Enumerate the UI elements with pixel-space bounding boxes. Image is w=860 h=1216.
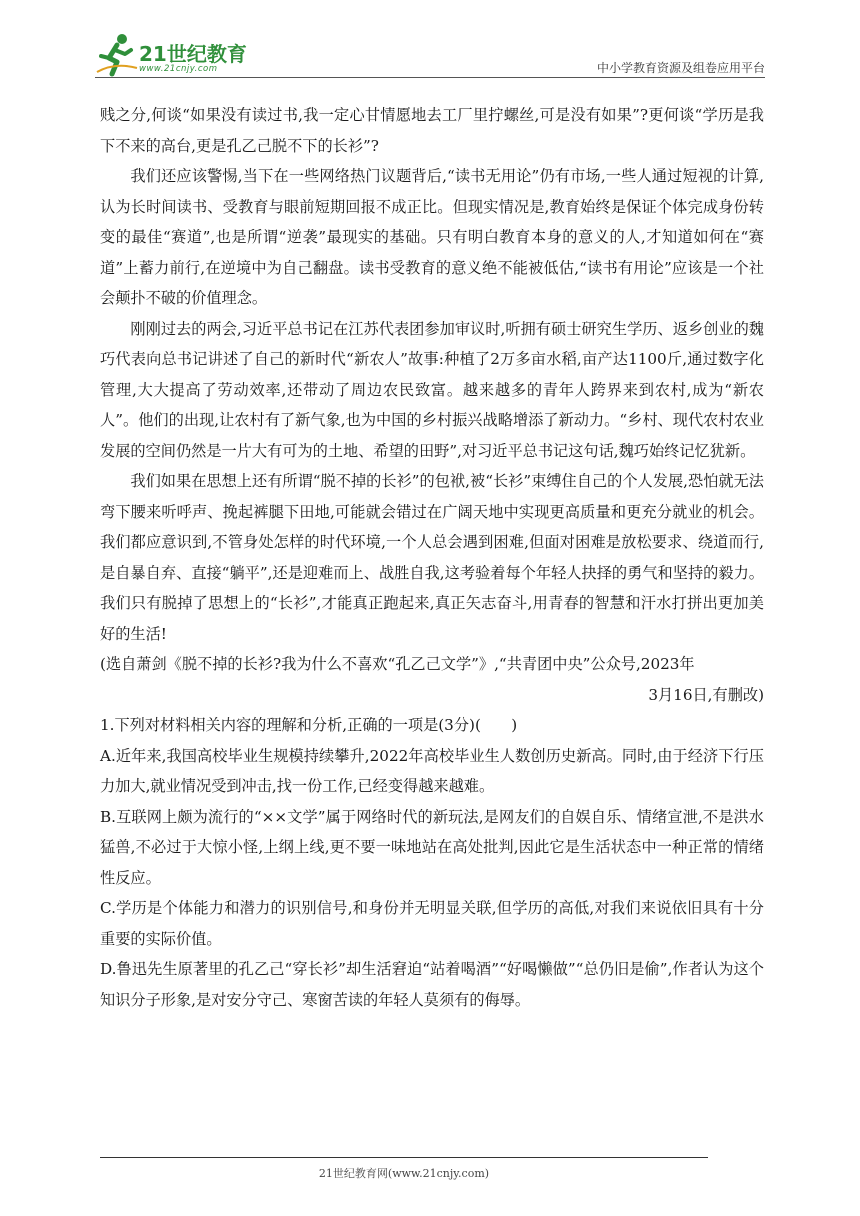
option-b: B.互联网上颇为流行的“××文学”属于网络时代的新玩法,是网友们的自娱自乐、情绪宣泄,不是洪水猛兽,不必过于大惊小怪,上纲上线,更不要一味地站在高处批判,因此它是生活状态中一种正常的情绪性反应。 xyxy=(100,807,764,887)
logo xyxy=(95,32,265,78)
option-d: D.鲁迅先生原著里的孔乙己“穿长衫”却生活窘迫“站着喝酒”“好喝懒做”“总仍旧是偷”,作者认为这个知识分子形象,是对安分守己、寒窗苦读的年轻人莫须有的侮辱。 xyxy=(100,960,764,1009)
paragraph: 我们如果在思想上还有所谓“脱不掉的长衫”的包袱,被“长衫”束缚住自己的个人发展,恐怕就无法弯下腰来听呼声、挽起裤腿下田地,可能就会错过在广阔天地中实现更高质量和更充分就业的机会。我们都应意识到,不管身处怎样的时代环境,一个人总会遇到困难,但面对困难是放松要求、绕道而行,是自暴自弃、直接“躺平”,还是迎难而上、战胜自我,这考验着每个年轻人抉择的勇气和坚持的毅力。我们只有脱掉了思想上的“长衫”,才能真正跑起来,真正矢志奋斗,用青春的智慧和汗水打拼出更加美好的生活! xyxy=(100,472,764,643)
header-divider xyxy=(95,77,765,78)
source-citation-date: 3月16日,有删改) xyxy=(648,685,764,704)
logo-text: 21世纪教育 xyxy=(139,42,247,66)
paragraph: 我们还应该警惕,当下在一些网络热门议题背后,“读书无用论”仍有市场,一些人通过短视的计算,认为长时间读书、受教育与眼前短期回报不成正比。但现实情况是,教育始终是保证个体完成身份转变的最佳“赛道”,也是所谓“逆袭”最现实的基础。只有明白教育本身的意义的人,才知道如何在“赛道”上蓄力前行,在逆境中为自己翻盘。读书受教育的意义绝不能被低估,“读书有用论”应该是一个社会颠扑不破的价值理念。 xyxy=(100,167,764,307)
page-header xyxy=(95,28,765,80)
question-stem: 1.下列对材料相关内容的理解和分析,正确的一项是(3分)( ) xyxy=(100,716,518,734)
logo-url: www.21cnjy.com xyxy=(139,64,218,74)
document-body xyxy=(100,100,764,1015)
runner-logo-icon xyxy=(95,32,139,78)
platform-name: 中小学教育资源及组卷应用平台 xyxy=(596,61,765,75)
paragraph: 贱之分,何谈“如果没有读过书,我一定心甘情愿地去工厂里拧螺丝,可是没有如果”?更何谈“学历是我下不来的高台,更是孔乙己脱不下的长衫”? xyxy=(100,106,764,155)
footer-text: 21世纪教育网(www.21cnjy.com) xyxy=(318,1167,490,1180)
footer-divider xyxy=(100,1157,708,1158)
paragraph: 刚刚过去的两会,习近平总书记在江苏代表团参加审议时,听拥有硕士研究生学历、返乡创业的魏巧代表向总书记讲述了自己的新时代“新农人”故事:种植了2万多亩水稻,亩产达1100斤,通过数字化管理,大大提高了劳动效率,还带动了周边农民致富。越来越多的青年人跨界来到农村,成为“新农人”。他们的出现,让农村有了新气象,也为中国的乡村振兴战略增添了新动力。“乡村、现代农村农业发展的空间仍然是一片大有可为的土地、希望的田野”,对习近平总书记这句话,魏巧始终记忆犹新。 xyxy=(100,319,764,460)
option-c: C.学历是个体能力和潜力的识别信号,和身份并无明显关联,但学历的高低,对我们来说依旧具有十分重要的实际价值。 xyxy=(100,899,764,948)
option-a: A.近年来,我国高校毕业生规模持续攀升,2022年高校毕业生人数创历史新高。同时,由于经济下行压力加大,就业情况受到冲击,找一份工作,已经变得越来越难。 xyxy=(100,746,764,795)
source-citation: (选自萧剑《脱不掉的长衫?我为什么不喜欢“孔乙己文学”》,“共青团中央”公众号,2023年 xyxy=(100,655,695,673)
